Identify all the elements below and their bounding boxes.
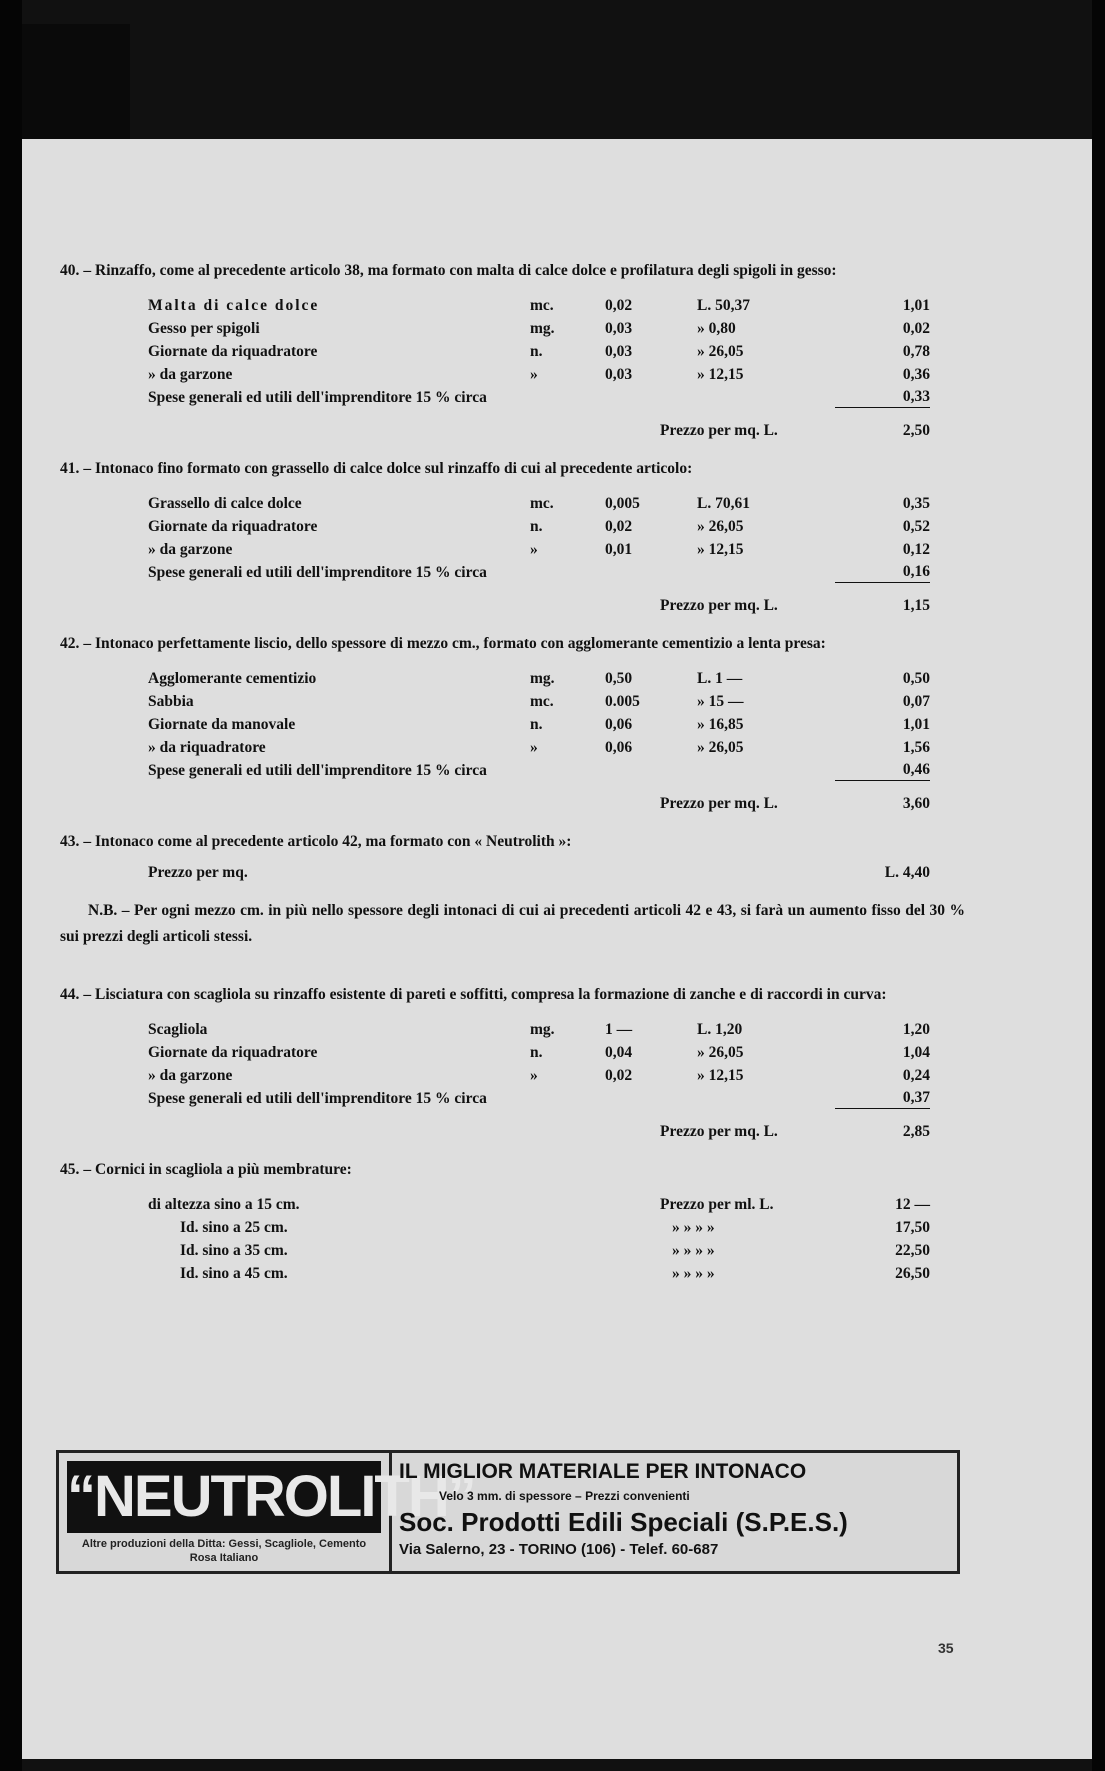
item-row: Giornate da riquadratore n. 0,02 » 26,05 0,52 <box>148 518 930 535</box>
item-row: Giornate da riquadratore n. 0,03 » 26,05 0,78 <box>148 343 930 360</box>
article-42 <box>60 631 965 815</box>
cornice-row: Id. sino a 25 cm. » » » » 17,50 <box>180 1219 930 1236</box>
prezzo-row: Prezzo per mq. L. 2,50 <box>660 422 930 439</box>
item-row: Grassello di calce dolce mc. 0,005 L. 70,61 0,35 <box>148 495 930 512</box>
item-row: Malta di calce dolce mc. 0,02 L. 50,37 1,01 <box>148 297 930 314</box>
article-number: 41. <box>60 460 80 477</box>
article-description: – Intonaco perfettamente liscio, dello spessore di mezzo cm., formato con agglomerante cementizio a lenta presa: <box>83 635 826 652</box>
prezzo-row: Prezzo per mq. L. 3,60 <box>660 795 930 812</box>
article-number: 40. <box>60 262 80 279</box>
item-row: » da garzone » 0,03 » 12,15 0,36 <box>148 366 930 383</box>
article-43 <box>60 829 965 884</box>
article-number: 43. <box>60 833 80 850</box>
ad-other-products: Altre produzioni della Ditta: Gessi, Scagliole, Cemento Rosa Italiano <box>81 1538 367 1564</box>
item-row: Scagliola mg. 1 — L. 1,20 1,20 <box>148 1021 930 1038</box>
article-number: 44. <box>60 986 80 1003</box>
item-row: Giornate da manovale n. 0,06 » 16,85 1,01 <box>148 716 930 733</box>
page-number: 35 <box>938 1640 954 1656</box>
item-row: Giornate da riquadratore n. 0,04 » 26,05 1,04 <box>148 1044 930 1061</box>
scan-edge-left <box>0 0 22 1771</box>
cornice-row: di altezza sino a 15 cm. Prezzo per ml. L. 12 — <box>148 1196 930 1213</box>
ad-logo-panel <box>59 1453 475 1571</box>
neutrolith-logo: “NEUTROLITH” <box>67 1461 381 1533</box>
prezzo-row: Prezzo per mq. L. 4,40 <box>148 864 930 881</box>
prezzo-row: Prezzo per mq. L. 1,15 <box>660 597 930 614</box>
article-description: – Lisciatura con scagliola su rinzaffo esistente di pareti e soffitti, compresa la formazione di zanche e di raccordi in curva: <box>83 986 887 1003</box>
article-45 <box>60 1157 965 1285</box>
ad-company: Soc. Prodotti Edili Speciali (S.P.E.S.) <box>399 1507 848 1537</box>
article-description: – Intonaco fino formato con grassello di calce dolce sul rinzaffo di cui al precedente articolo: <box>83 460 693 477</box>
ad-address: Via Salerno, 23 - TORINO (106) - Telef. 60-687 <box>399 1541 719 1558</box>
price-list <box>60 258 965 1285</box>
cornice-row: Id. sino a 45 cm. » » » » 26,50 <box>180 1265 930 1282</box>
article-41 <box>60 456 965 617</box>
scan-edge-right <box>1092 0 1105 1771</box>
item-row: Sabbia mc. 0.005 » 15 — 0,07 <box>148 693 930 710</box>
item-row: Agglomerante cementizio mg. 0,50 L. 1 — 0,50 <box>148 670 930 687</box>
scan-shadow-top <box>130 24 1092 139</box>
item-row: Gesso per spigoli mg. 0,03 » 0,80 0,02 <box>148 320 930 337</box>
article-44 <box>60 982 965 1143</box>
article-number: 45. <box>60 1161 80 1178</box>
article-description: – Cornici in scagliola a più membrature: <box>83 1161 352 1178</box>
prezzo-row: Prezzo per mq. L. 2,85 <box>660 1123 930 1140</box>
spese-row: Spese generali ed utili dell'imprenditore 15 % circa 0,16 <box>148 563 930 581</box>
spese-row: Spese generali ed utili dell'imprenditore 15 % circa 0,37 <box>148 1089 930 1107</box>
nota-bene: N.B. – Per ogni mezzo cm. in più nello spessore degli intonaci di cui ai precedenti articoli 42 e 43, si farà un aumento fisso del 30 % sui prezzi degli articoli stessi. <box>60 902 965 945</box>
article-description: – Intonaco come al precedente articolo 42, ma formato con « Neutrolith »: <box>83 833 572 850</box>
scan-shadow-corner <box>22 24 130 139</box>
item-row: » da riquadratore » 0,06 » 26,05 1,56 <box>148 739 930 756</box>
ad-tagline: Velo 3 mm. di spessore – Prezzi convenienti <box>439 1489 690 1503</box>
article-description: – Rinzaffo, come al precedente articolo 38, ma formato con malta di calce dolce e profilatura degli spigoli in gesso: <box>83 262 837 279</box>
article-40 <box>60 258 965 442</box>
spese-row: Spese generali ed utili dell'imprenditore 15 % circa 0,33 <box>148 388 930 406</box>
ad-text-panel <box>399 1457 949 1561</box>
item-row: » da garzone » 0,01 » 12,15 0,12 <box>148 541 930 558</box>
cornice-row: Id. sino a 35 cm. » » » » 22,50 <box>180 1242 930 1259</box>
item-row: » da garzone » 0,02 » 12,15 0,24 <box>148 1067 930 1084</box>
spese-row: Spese generali ed utili dell'imprenditore 15 % circa 0,46 <box>148 761 930 779</box>
ad-headline: IL MIGLIOR MATERIALE PER INTONACO <box>399 1460 807 1483</box>
article-number: 42. <box>60 635 80 652</box>
neutrolith-advertisement <box>56 1450 960 1574</box>
